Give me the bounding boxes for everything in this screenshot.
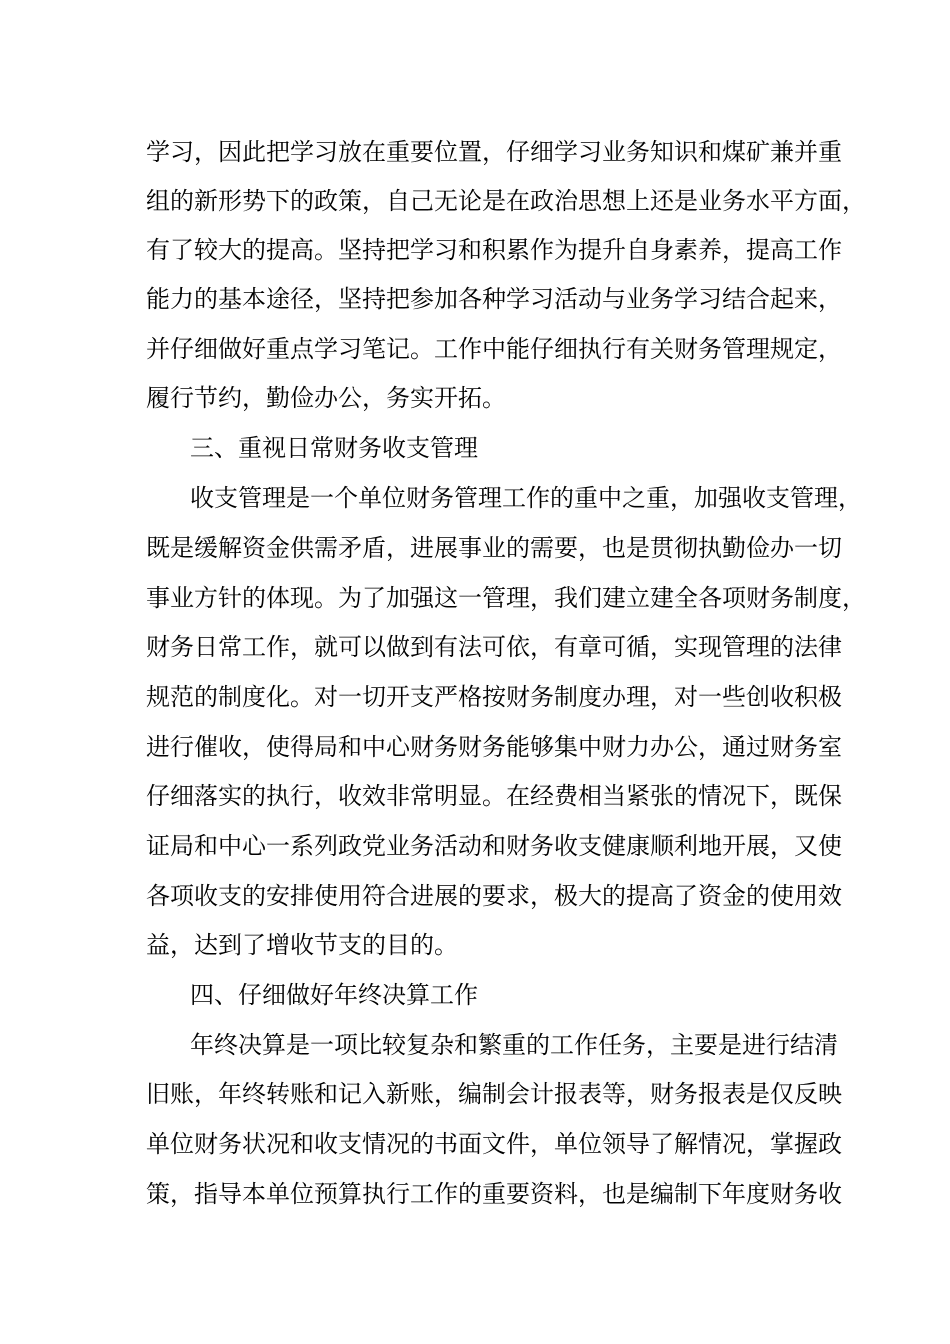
paragraph-line: 旧账，年终转账和记入新账，编制会计报表等，财务报表是仅反映 [146,1080,842,1108]
paragraph-line: 履行节约，勤俭办公，务实开拓。 [146,384,506,412]
paragraph-line: 益，达到了增收节支的目的。 [146,931,458,959]
paragraph-line: 策，指导本单位预算执行工作的重要资料，也是编制下年度财务收 [146,1180,842,1208]
paragraph-line: 既是缓解资金供需矛盾，进展事业的需要，也是贯彻执勤俭办一切 [146,534,842,562]
paragraph-line: 组的新形势下的政策，自己无论是在政治思想上还是业务水平方面， [146,187,866,215]
paragraph-line: 能力的基本途径，坚持把参加各种学习活动与业务学习结合起来， [146,285,842,313]
paragraph-line: 单位财务状况和收支情况的书面文件，单位领导了解情况，掌握政 [146,1130,842,1158]
paragraph-line: 规范的制度化。对一切开支严格按财务制度办理，对一些创收积极 [146,683,842,711]
paragraph-line: 学习，因此把学习放在重要位置，仔细学习业务知识和煤矿兼并重 [146,138,842,166]
paragraph-line: 仔细落实的执行，收效非常明显。在经费相当紧张的情况下，既保 [146,782,842,810]
paragraph-line: 财务日常工作，就可以做到有法可依，有章可循，实现管理的法律 [146,633,842,661]
section-heading: 三、重视日常财务收支管理 [190,434,478,462]
paragraph-line: 证局和中心一系列政党业务活动和财务收支健康顺利地开展，又使 [146,832,842,860]
paragraph-line: 进行催收，使得局和中心财务财务能够集中财力办公，通过财务室 [146,733,842,761]
paragraph-line: 事业方针的体现。为了加强这一管理，我们建立建全各项财务制度， [146,584,866,612]
paragraph-line: 各项收支的安排使用符合进展的要求，极大的提高了资金的使用效 [146,882,842,910]
paragraph-line: 收支管理是一个单位财务管理工作的重中之重，加强收支管理， [190,484,862,512]
paragraph-line: 有了较大的提高。坚持把学习和积累作为提升自身素养，提高工作 [146,236,842,264]
section-heading: 四、仔细做好年终决算工作 [190,981,478,1009]
paragraph-line: 年终决算是一项比较复杂和繁重的工作任务，主要是进行结清 [190,1031,838,1059]
paragraph-line: 并仔细做好重点学习笔记。工作中能仔细执行有关财务管理规定， [146,335,842,363]
